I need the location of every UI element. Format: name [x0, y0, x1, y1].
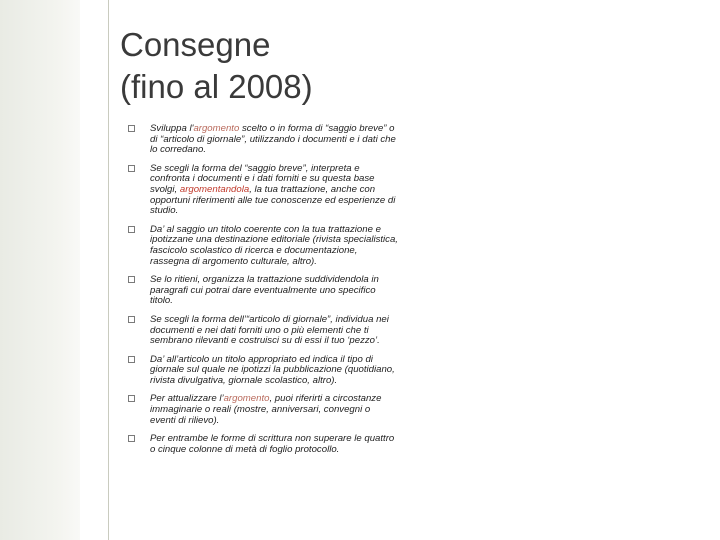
bullet-text: Per entrambe le forme di scrittura non superare le quattro o cinque colonne di metà di foglio protocollo.: [150, 433, 395, 455]
slide-title: [120, 24, 313, 108]
title-line-1: Consegne: [120, 26, 271, 63]
square-bullet-icon: [128, 395, 135, 402]
square-bullet-icon: [128, 125, 135, 132]
bullet-text: Da’ al saggio un titolo coerente con la tua trattazione e ipotizzane una destinazione editoriale (rivista specialistica, fascicolo scolastico di ricerca e documentazione, rassegna di argomento culturale, altro).: [150, 223, 398, 267]
slide-side-band: [0, 0, 80, 540]
square-bullet-icon: [128, 435, 135, 442]
square-bullet-icon: [128, 226, 135, 233]
square-bullet-icon: [128, 356, 135, 363]
title-line-2: (fino al 2008): [120, 68, 313, 105]
bullet-item: [128, 394, 398, 426]
highlight-word: argomento: [223, 393, 270, 405]
square-bullet-icon: [128, 165, 135, 172]
highlight-word: argomento: [193, 123, 240, 134]
bullet-item: [128, 225, 398, 267]
bullet-list: [128, 124, 398, 463]
bullet-item: [128, 355, 398, 387]
highlight-word: argomentandola: [179, 183, 250, 195]
bullet-text: Se scegli la forma dell’“articolo di giornale”, individua nei documenti e nei dati forniti uno o più elementi che ti sembrano rilevanti e costruisci su di essi il tuo ‘pezzo’.: [150, 313, 389, 347]
bullet-item: [128, 124, 398, 156]
bullet-item: [128, 434, 398, 455]
bullet-text: Se scegli la forma del “saggio breve”, interpreta e confronta i documenti e i dati forniti e su questa base svolgi, argomentandola, la tua trattazione, anche con opportuni riferimenti alle tue conoscenze ed esperienze di studio.: [150, 162, 396, 217]
bullet-text: Da’ all’articolo un titolo appropriato ed indica il tipo di giornale sul quale ne ipotizzi la pubblicazione (quotidiano, rivista divulgativa, giornale scolastico, altro).: [150, 353, 395, 386]
bullet-item: [128, 315, 398, 347]
vertical-divider: [108, 0, 109, 540]
square-bullet-icon: [128, 276, 135, 283]
bullet-text: Se lo ritieni, organizza la trattazione suddividendola in paragrafi cui potrai dare eventualmente uno specifico titolo.: [150, 274, 379, 307]
bullet-item: [128, 275, 398, 307]
bullet-item: [128, 164, 398, 217]
bullet-text: Per attualizzare l’argomento, puoi riferirti a circostanze immaginarie o reali (mostre, anniversari, convegni o eventi di rilievo).: [150, 393, 382, 426]
square-bullet-icon: [128, 316, 135, 323]
bullet-text: Sviluppa l'argomento scelto o in forma di “saggio breve” o di “articolo di giornale”, utilizzando i documenti e i dati che lo corredano.: [150, 123, 396, 156]
